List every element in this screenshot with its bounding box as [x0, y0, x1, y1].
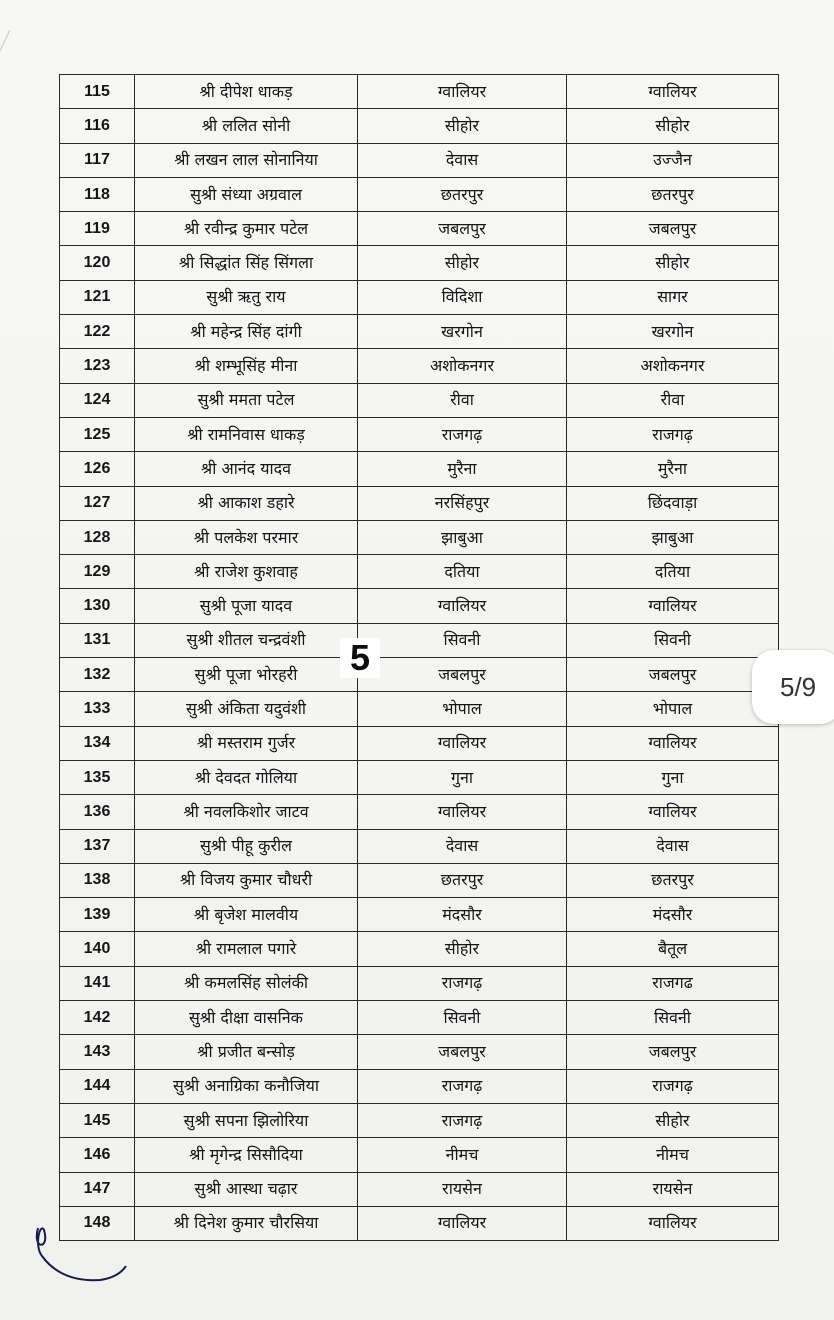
place-cell: राजगढ़	[358, 966, 567, 1000]
name-cell: श्री आनंद यादव	[135, 452, 358, 486]
table-row	[60, 623, 779, 657]
name-cell: श्री आकाश डहारे	[135, 486, 358, 520]
table-row	[60, 795, 779, 829]
place-cell: ग्वालियर	[358, 1206, 567, 1240]
serial-number-cell: 138	[60, 863, 135, 897]
district-cell: राजगढ़	[567, 1069, 779, 1103]
place-cell: रीवा	[358, 383, 567, 417]
district-cell: ग्वालियर	[567, 726, 779, 760]
district-cell: भोपाल	[567, 692, 779, 726]
table-row	[60, 383, 779, 417]
name-cell: सुश्री दीक्षा वासनिक	[135, 1001, 358, 1035]
name-cell: श्री मृगेन्द्र सिसौदिया	[135, 1138, 358, 1172]
name-cell: श्री विजय कुमार चौधरी	[135, 863, 358, 897]
place-cell: विदिशा	[358, 280, 567, 314]
district-cell: राजगढ	[567, 966, 779, 1000]
place-cell: ग्वालियर	[358, 75, 567, 109]
name-cell: श्री शम्भूसिंह मीना	[135, 349, 358, 383]
district-cell: रीवा	[567, 383, 779, 417]
place-cell: सीहोर	[358, 109, 567, 143]
place-cell: नरसिंहपुर	[358, 486, 567, 520]
name-cell: सुश्री पीहू कुरील	[135, 829, 358, 863]
name-cell: सुश्री पूजा यादव	[135, 589, 358, 623]
place-cell: छतरपुर	[358, 177, 567, 211]
serial-number-cell: 130	[60, 589, 135, 623]
serial-number-cell: 118	[60, 177, 135, 211]
place-cell: छतरपुर	[358, 863, 567, 897]
serial-number-cell: 121	[60, 280, 135, 314]
name-cell: सुश्री संध्या अग्रवाल	[135, 177, 358, 211]
serial-number-cell: 144	[60, 1069, 135, 1103]
table-row	[60, 555, 779, 589]
table-row	[60, 863, 779, 897]
signature-scribble	[30, 1220, 140, 1300]
district-cell: मुरैना	[567, 452, 779, 486]
table-row	[60, 932, 779, 966]
roster-table	[59, 74, 779, 1241]
place-cell: सीहोर	[358, 246, 567, 280]
district-cell: रायसेन	[567, 1172, 779, 1206]
name-cell: श्री देवदत गोलिया	[135, 760, 358, 794]
table-row	[60, 177, 779, 211]
table-row	[60, 1138, 779, 1172]
table-row	[60, 898, 779, 932]
serial-number-cell: 128	[60, 520, 135, 554]
name-cell: श्री कमलसिंह सोलंकी	[135, 966, 358, 1000]
serial-number-cell: 143	[60, 1035, 135, 1069]
serial-number-cell: 127	[60, 486, 135, 520]
serial-number-cell: 141	[60, 966, 135, 1000]
name-cell: श्री दीपेश धाकड़	[135, 75, 358, 109]
district-cell: जबलपुर	[567, 658, 779, 692]
serial-number-cell: 120	[60, 246, 135, 280]
table-row	[60, 520, 779, 554]
table-row	[60, 1206, 779, 1240]
place-cell: नीमच	[358, 1138, 567, 1172]
serial-number-cell: 123	[60, 349, 135, 383]
name-cell: श्री राजेश कुशवाह	[135, 555, 358, 589]
serial-number-cell: 137	[60, 829, 135, 863]
page-edge-mark	[0, 30, 32, 70]
serial-number-cell: 131	[60, 623, 135, 657]
name-cell: श्री रामलाल पगारे	[135, 932, 358, 966]
district-cell: छिंदवाड़ा	[567, 486, 779, 520]
table-row	[60, 966, 779, 1000]
place-cell: देवास	[358, 143, 567, 177]
place-cell: राजगढ़	[358, 417, 567, 451]
table-row	[60, 452, 779, 486]
table-row	[60, 1001, 779, 1035]
district-cell: ग्वालियर	[567, 589, 779, 623]
place-cell: जबलपुर	[358, 658, 567, 692]
district-cell: गुना	[567, 760, 779, 794]
district-cell: झाबुआ	[567, 520, 779, 554]
district-cell: ग्वालियर	[567, 1206, 779, 1240]
place-cell: सिवनी	[358, 1001, 567, 1035]
place-cell: राजगढ़	[358, 1103, 567, 1137]
place-cell: ग्वालियर	[358, 795, 567, 829]
name-cell: सुश्री आस्था चढ़ार	[135, 1172, 358, 1206]
district-cell: बैतूल	[567, 932, 779, 966]
table-row	[60, 280, 779, 314]
table-row	[60, 658, 779, 692]
place-cell: झाबुआ	[358, 520, 567, 554]
place-cell: भोपाल	[358, 692, 567, 726]
serial-number-cell: 129	[60, 555, 135, 589]
serial-number-cell: 145	[60, 1103, 135, 1137]
table-row	[60, 760, 779, 794]
name-cell: श्री लखन लाल सोनानिया	[135, 143, 358, 177]
place-cell: मुरैना	[358, 452, 567, 486]
serial-number-cell: 117	[60, 143, 135, 177]
serial-number-cell: 136	[60, 795, 135, 829]
serial-number-cell: 119	[60, 212, 135, 246]
name-cell: श्री सिद्धांत सिंह सिंगला	[135, 246, 358, 280]
table-row	[60, 726, 779, 760]
page-indicator-text: 5/9	[780, 672, 817, 702]
place-cell: ग्वालियर	[358, 726, 567, 760]
serial-number-cell: 142	[60, 1001, 135, 1035]
name-cell: श्री महेन्द्र सिंह दांगी	[135, 315, 358, 349]
district-cell: सागर	[567, 280, 779, 314]
serial-number-cell: 135	[60, 760, 135, 794]
serial-number-cell: 124	[60, 383, 135, 417]
name-cell: श्री दिनेश कुमार चौरसिया	[135, 1206, 358, 1240]
place-cell: खरगोन	[358, 315, 567, 349]
name-cell: सुश्री ममता पटेल	[135, 383, 358, 417]
serial-number-cell: 139	[60, 898, 135, 932]
table-row	[60, 692, 779, 726]
table-row	[60, 246, 779, 280]
place-cell: जबलपुर	[358, 212, 567, 246]
table-row	[60, 349, 779, 383]
page-number-stamp: 5	[340, 638, 380, 678]
serial-number-cell: 116	[60, 109, 135, 143]
table-row	[60, 417, 779, 451]
district-cell: छतरपुर	[567, 177, 779, 211]
district-cell: ग्वालियर	[567, 795, 779, 829]
district-cell: अशोकनगर	[567, 349, 779, 383]
table-row	[60, 1035, 779, 1069]
serial-number-cell: 134	[60, 726, 135, 760]
name-cell: श्री बृजेश मालवीय	[135, 898, 358, 932]
table-row	[60, 143, 779, 177]
name-cell: श्री नवलकिशोर जाटव	[135, 795, 358, 829]
table-row	[60, 109, 779, 143]
place-cell: अशोकनगर	[358, 349, 567, 383]
roster-table-body	[60, 75, 779, 1241]
table-row	[60, 1103, 779, 1137]
serial-number-cell: 133	[60, 692, 135, 726]
serial-number-cell: 140	[60, 932, 135, 966]
name-cell: सुश्री ऋतु राय	[135, 280, 358, 314]
place-cell: सीहोर	[358, 932, 567, 966]
table-row	[60, 1172, 779, 1206]
serial-number-cell: 132	[60, 658, 135, 692]
serial-number-cell: 115	[60, 75, 135, 109]
serial-number-cell: 126	[60, 452, 135, 486]
place-cell: राजगढ़	[358, 1069, 567, 1103]
district-cell: मंदसौर	[567, 898, 779, 932]
place-cell: मंदसौर	[358, 898, 567, 932]
district-cell: नीमच	[567, 1138, 779, 1172]
district-cell: देवास	[567, 829, 779, 863]
place-cell: रायसेन	[358, 1172, 567, 1206]
district-cell: खरगोन	[567, 315, 779, 349]
name-cell: सुश्री पूजा भोरहरी	[135, 658, 358, 692]
serial-number-cell: 125	[60, 417, 135, 451]
table-row	[60, 315, 779, 349]
table-row	[60, 589, 779, 623]
district-cell: सिवनी	[567, 1001, 779, 1035]
table-row	[60, 75, 779, 109]
district-cell: दतिया	[567, 555, 779, 589]
serial-number-cell: 146	[60, 1138, 135, 1172]
serial-number-cell: 122	[60, 315, 135, 349]
district-cell: राजगढ़	[567, 417, 779, 451]
district-cell: ग्वालियर	[567, 75, 779, 109]
district-cell: उज्जैन	[567, 143, 779, 177]
name-cell: श्री मस्तराम गुर्जर	[135, 726, 358, 760]
table-row	[60, 212, 779, 246]
place-cell: देवास	[358, 829, 567, 863]
district-cell: सीहोर	[567, 246, 779, 280]
place-cell: दतिया	[358, 555, 567, 589]
name-cell: सुश्री सपना झिलोरिया	[135, 1103, 358, 1137]
place-cell: गुना	[358, 760, 567, 794]
serial-number-cell: 148	[60, 1206, 135, 1240]
name-cell: श्री प्रजीत बन्सोड़	[135, 1035, 358, 1069]
district-cell: जबलपुर	[567, 1035, 779, 1069]
serial-number-cell: 147	[60, 1172, 135, 1206]
place-cell: सिवनी	[358, 623, 567, 657]
district-cell: जबलपुर	[567, 212, 779, 246]
table-row	[60, 486, 779, 520]
name-cell: श्री पलकेश परमार	[135, 520, 358, 554]
place-cell: ग्वालियर	[358, 589, 567, 623]
district-cell: सीहोर	[567, 109, 779, 143]
name-cell: श्री रामनिवास धाकड़	[135, 417, 358, 451]
name-cell: सुश्री अनाग्रिका कनौजिया	[135, 1069, 358, 1103]
place-cell: जबलपुर	[358, 1035, 567, 1069]
table-row	[60, 829, 779, 863]
table-row	[60, 1069, 779, 1103]
name-cell: श्री रवीन्द्र कुमार पटेल	[135, 212, 358, 246]
page-indicator-badge	[752, 650, 834, 724]
name-cell: सुश्री अंकिता यदुवंशी	[135, 692, 358, 726]
name-cell: श्री ललित सोनी	[135, 109, 358, 143]
district-cell: छतरपुर	[567, 863, 779, 897]
district-cell: सीहोर	[567, 1103, 779, 1137]
district-cell: सिवनी	[567, 623, 779, 657]
name-cell: सुश्री शीतल चन्द्रवंशी	[135, 623, 358, 657]
